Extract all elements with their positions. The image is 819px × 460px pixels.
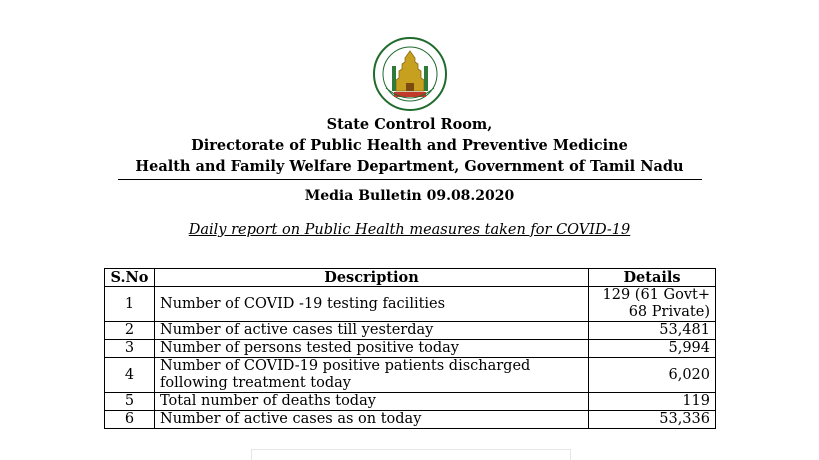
row-sno: 5 [105,393,155,411]
table-row [105,358,716,393]
row-sno: 4 [105,358,155,393]
row-description: Total number of deaths today [155,393,589,411]
header-line-3: Health and Family Welfare Department, Government of Tamil Nadu [135,158,684,175]
row-sno: 3 [105,340,155,358]
header-divider [118,179,702,180]
table-row [105,393,716,411]
table-row [105,287,716,322]
row-description: Number of COVID-19 positive patients discharged following treatment today [155,358,589,393]
row-description: Number of active cases till yesterday [155,322,589,340]
row-details: 119 [589,393,716,411]
header-line-2: Directorate of Public Health and Preventive Medicine [191,137,628,154]
header-details: Details [589,269,716,287]
row-description: Number of active cases as on today [155,411,589,429]
row-details: 129 (61 Govt+ 68 Private) [589,287,716,322]
table-header-row [105,269,716,287]
row-details: 53,336 [589,411,716,429]
header-line-1: State Control Room, [326,116,493,133]
page-edge-box [251,449,571,460]
row-description: Number of COVID -19 testing facilities [155,287,589,322]
row-description: Number of persons tested positive today [155,340,589,358]
header-description: Description [155,269,589,287]
tamil-nadu-emblem-icon [372,36,448,112]
row-details: 53,481 [589,322,716,340]
row-sno: 1 [105,287,155,322]
table-row [105,340,716,358]
table-row [105,322,716,340]
bulletin-title: Media Bulletin 09.08.2020 [304,188,515,204]
row-details: 5,994 [589,340,716,358]
header-sno: S.No [105,269,155,287]
table-row [105,411,716,429]
report-table [104,268,716,429]
row-details: 6,020 [589,358,716,393]
row-sno: 6 [105,411,155,429]
row-sno: 2 [105,322,155,340]
report-subtitle: Daily report on Public Health measures taken for COVID-19 [188,222,631,238]
